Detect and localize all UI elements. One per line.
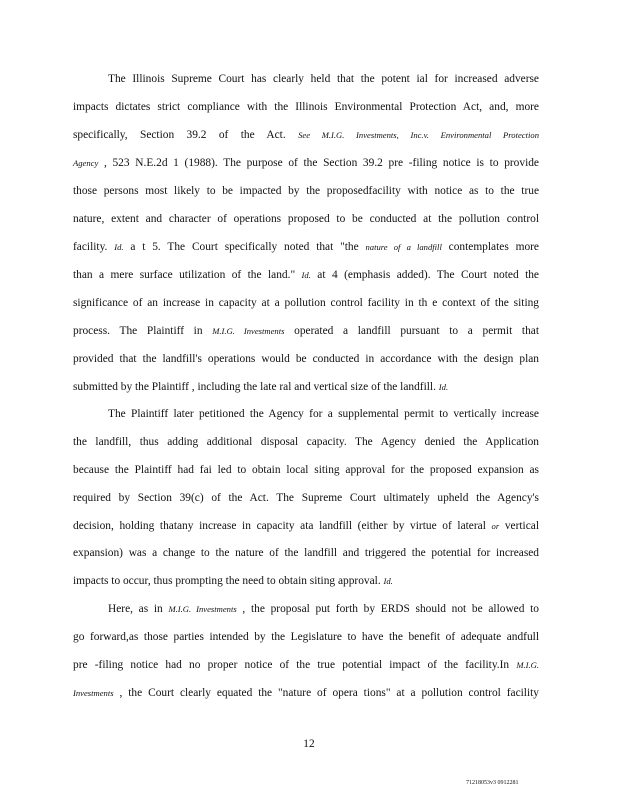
text-run: process. The Plaintiff in bbox=[73, 325, 213, 337]
text-run: required by Section 39(c) of the Act. The Supreme Court ultimately upheld the Agency's bbox=[73, 492, 539, 504]
text-line bbox=[73, 184, 539, 198]
text-line bbox=[73, 491, 539, 505]
page-number: 12 bbox=[303, 738, 315, 750]
text-run: go forward,as those parties intended by the Legislature to have the benefit of adequate andfull bbox=[73, 631, 539, 643]
text-run: expansion) was a change to the nature of the landfill and triggered the potential for increased bbox=[73, 547, 539, 559]
text-run: The Illinois Supreme Court has clearly held that the potent ial for increased adverse bbox=[108, 73, 539, 85]
text-run: submitted by the Plaintiff , including the late ral and vertical size of the landfill. bbox=[73, 381, 439, 393]
text-run: pre -filing notice had no proper notice of the true potential impact of the facility.In bbox=[73, 659, 517, 671]
text-run: , the Court clearly equated the "nature of opera tions" at a pollution control facility bbox=[113, 687, 539, 699]
italic-citation: nature of a landfill bbox=[365, 242, 442, 252]
italic-citation: M.I.G. Investments bbox=[212, 326, 285, 336]
italic-citation: M.I.G. Investments bbox=[168, 604, 237, 614]
italic-citation: or bbox=[491, 521, 500, 531]
text-run: decision, holding thatany increase in capacity ata landfill (either by virtue of lateral bbox=[73, 520, 492, 532]
text-line bbox=[73, 630, 539, 644]
document-id: 71218053v3 0912281 bbox=[466, 780, 519, 786]
text-line bbox=[73, 435, 539, 449]
text-line bbox=[73, 296, 539, 310]
text-run: because the Plaintiff had fai led to obtain local siting approval for the proposed expansion as bbox=[73, 464, 539, 476]
text-line bbox=[73, 324, 539, 338]
text-line bbox=[108, 72, 539, 86]
italic-citation: Investments bbox=[73, 688, 114, 698]
text-line bbox=[73, 352, 539, 366]
text-line bbox=[73, 212, 539, 226]
italic-citation: See M.I.G. Investments, Inc.v. Environmental Protection bbox=[298, 130, 539, 140]
text-line bbox=[73, 519, 539, 533]
text-run: The Plaintiff later petitioned the Agency for a supplemental permit to vertically increase bbox=[108, 408, 539, 420]
text-run: those persons most likely to be impacted by the proposedfacility with notice as to the true bbox=[73, 185, 539, 197]
text-line bbox=[73, 268, 539, 282]
text-run: , 523 N.E.2d 1 (1988). The purpose of the Section 39.2 pre -filing notice is to provide bbox=[98, 157, 539, 169]
text-run: vertical bbox=[499, 520, 539, 532]
text-run: , the proposal put forth by ERDS should not be allowed to bbox=[236, 603, 539, 615]
text-line bbox=[73, 546, 539, 560]
text-run: than a mere surface utilization of the land." bbox=[73, 269, 302, 281]
italic-citation: Agency bbox=[73, 158, 99, 168]
text-line bbox=[108, 602, 539, 616]
text-run: a t 5. The Court specifically noted that "the bbox=[123, 241, 366, 253]
text-line bbox=[73, 240, 539, 254]
text-line bbox=[108, 407, 539, 421]
text-line bbox=[73, 574, 539, 588]
text-run: the landfill, thus adding additional disposal capacity. The Agency denied the Application bbox=[73, 436, 539, 448]
text-run: impacts to occur, thus prompting the need to obtain siting approval. bbox=[73, 575, 384, 587]
text-run: provided that the landfill's operations would be conducted in accordance with the design plan bbox=[73, 353, 539, 365]
text-line bbox=[73, 156, 539, 170]
text-run: impacts dictates strict compliance with the Illinois Environmental Protection Act, and, more bbox=[73, 101, 539, 113]
text-line bbox=[73, 463, 539, 477]
text-run: specifically, Section 39.2 of the Act. bbox=[73, 129, 299, 141]
text-line bbox=[73, 658, 539, 672]
text-run: Here, as in bbox=[108, 603, 169, 615]
text-line bbox=[73, 380, 539, 394]
italic-citation: Id. bbox=[438, 382, 449, 392]
text-run: significance of an increase in capacity at a pollution control facility in th e context of the siting bbox=[73, 297, 539, 309]
italic-citation: M.I.G. bbox=[516, 660, 539, 670]
text-run: contemplates more bbox=[441, 241, 539, 253]
text-run: facility. bbox=[73, 241, 115, 253]
text-run: nature, extent and character of operations proposed to be conducted at the pollution control bbox=[73, 213, 539, 225]
text-line bbox=[73, 100, 539, 114]
text-run: operated a landfill pursuant to a permit that bbox=[284, 325, 540, 337]
text-run: at 4 (emphasis added). The Court noted the bbox=[310, 269, 539, 281]
italic-citation: Id. bbox=[301, 270, 311, 280]
text-line bbox=[73, 686, 539, 700]
italic-citation: Id. bbox=[383, 576, 393, 586]
italic-citation: Id. bbox=[114, 242, 124, 252]
text-line bbox=[73, 128, 539, 142]
